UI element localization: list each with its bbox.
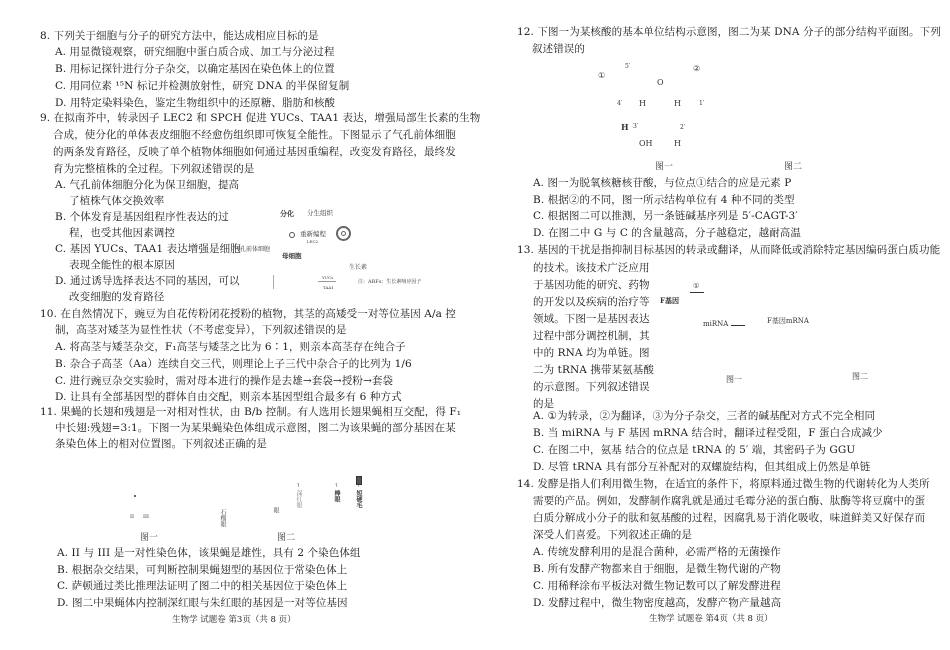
- figure-label-differentiate: 分化: [280, 209, 294, 218]
- figure-dashed-line: [273, 275, 274, 289]
- question-12-option-b: B. 根据②的不同，图一所示结构单位有 4 种不同的类型: [533, 194, 795, 206]
- question-13-option-b: B. 当 miRNA 与 F 基因 mRNA 结合时，翻译过程受阻，F 蛋白合成减少: [533, 427, 883, 439]
- question-13-stem-wrapped-5: 过程中部分调控机制，其: [533, 330, 650, 342]
- question-9-option-a-cont: 了植株气体交换效率: [69, 195, 165, 207]
- gene-label-short-bristle: 短硬毛: [355, 490, 362, 508]
- carbon-2-label: 2′: [680, 124, 686, 131]
- question-14-option-d: D. 发酵过程中，微生物密度越高，发酵产物产量越高: [533, 597, 782, 609]
- question-11-option-b: B. 根据杂交结果，可判断控制果蝇翅型的基因位于常染色体上: [57, 564, 348, 576]
- question-13-stem-line-1: 13. 基因的干扰是指抑制目标基因的转录或翻译，从而降低或消除特定基因编码蛋白质功能: [517, 244, 941, 256]
- hydroxyl-label: OH: [639, 139, 653, 148]
- question-11-stem-line-2: 中长翅:残翅=3:1。下图一为某果蝇染色体组成示意图，图二为该果蝇的部分基因在某: [55, 422, 456, 434]
- question-12-option-d: D. 在图二中 G 与 C 的含量越高，分子越稳定，越耐高温: [533, 227, 801, 239]
- question-9-stem-line-1: 9. 在拟南芥中，转录因子 LEC2 和 SPCH 促进 YUCs、TAA1 表达，增强局部生长素的生物: [40, 112, 481, 124]
- carbon-1-label: 1′: [699, 100, 705, 107]
- f-gene-label: F基因: [660, 296, 679, 305]
- question-14-option-b: B. 所有发酵产物都来自于细胞，是微生物代谢的产物: [533, 563, 781, 575]
- hydrogen-label-1: H: [639, 99, 646, 108]
- chromosome-label-ii: II: [130, 514, 134, 520]
- question-10-option-a: A. 将高茎与矮茎杂交，F₁高茎与矮茎之比为 6∶1，则亲本高茎存在纯合子: [55, 341, 406, 353]
- f-gene-mrna-label: F基因mRNA: [767, 317, 809, 325]
- question-13-stem-wrapped-7: 二为 tRNA 携带某氨基酸: [533, 364, 654, 376]
- hydrogen-label-4: H: [674, 139, 681, 148]
- site-1-label: ①: [598, 71, 606, 80]
- question-13-stem-wrapped-3: 的开发以及疾病的治疗等: [533, 296, 650, 308]
- carbon-3-label: 3′: [633, 123, 639, 130]
- question-9-option-d: D. 通过诱导选择表达不同的基因，可以: [55, 275, 240, 287]
- question-9-option-d-cont: 改变细胞的发育路径: [69, 291, 165, 303]
- question-8-option-d: D. 用特定染料染色，鉴定生物组织中的还原糖、脂肪和核酸: [55, 97, 336, 109]
- question-14-stem-line-1: 14. 发酵是指人们利用微生物，在适宜的条件下，将原料通过微生物的代谢转化为人类所: [517, 478, 930, 490]
- question-9-stem-line-3: 的两条发育路径，反映了单个植物体细胞如何通过基因重编程，改变发育路径，最终发: [53, 146, 456, 158]
- figure-1-caption: 图一: [655, 162, 674, 172]
- question-14-option-a: A. 传统发酵利用的是混合菌种，必需严格的无菌操作: [533, 546, 781, 558]
- question-8-option-c: C. 用同位素 ¹⁵N 标记并检测放射性，研究 DNA 的半保留复制: [55, 80, 350, 92]
- question-9-option-c: C. 基因 YUCs、TAA1 表达增强是细胞: [55, 243, 241, 255]
- question-14-stem-line-3: 白质分解成小分子的肽和氨基酸的过程，因腐乳易于消化吸收，味道鲜美又好保存而: [533, 512, 926, 524]
- question-9-option-a: A. 气孔前体细胞分化为保卫细胞，提高: [55, 179, 240, 191]
- question-11-stem-line-3: 条染色体上的相对位置图。下列叙述正确的是: [55, 438, 267, 450]
- question-12-option-c: C. 根据图二可以推测，另一条链碱基序列是 5′-CAGT-3′: [533, 210, 798, 222]
- question-8-option-b: B. 用标记探针进行分子杂交，以确定基因在染色体上的位置: [55, 63, 335, 75]
- figure-label-stomatal-precursor: 气孔前体细胞: [234, 246, 271, 253]
- chromosome-dot: [134, 495, 136, 497]
- figure-2-caption: 图二: [277, 533, 296, 543]
- question-11-option-c: C. 萨顿通过类比推理法证明了图二中的相关基因位于染色体上: [57, 580, 348, 592]
- question-13-option-d: D. 尽管 tRNA 具有部分互补配对的双螺旋结构，但其组成上仍然是单链: [533, 461, 871, 473]
- question-13-stem-wrapped-9: 的是: [533, 398, 555, 410]
- figure-label-lec2: LEC2: [307, 239, 319, 244]
- site-2-label: ②: [693, 64, 701, 73]
- gene-line: [318, 281, 336, 282]
- cell-icon: [289, 232, 295, 238]
- question-9-option-c-cont: 表现全能性的根本原因: [69, 259, 175, 271]
- question-12-option-a: A. 图一为脱氧核糖核苷酸，与位点①结合的应是元素 P: [533, 177, 792, 189]
- gene-label-eye: 眼: [272, 507, 279, 513]
- question-13-stem-wrapped-4: 领域。下图一是基因表达: [533, 313, 650, 325]
- figure-label-reprogram: 重新编程: [300, 230, 326, 238]
- question-12-stem-line-2: 叙述错误的: [532, 43, 585, 55]
- question-13-stem-wrapped-8: 的示意图。下列叙述错误: [533, 381, 650, 393]
- question-13-option-a: A. ①为转录，②为翻译，③为分子杂交，三者的碱基配对方式不完全相同: [533, 410, 876, 422]
- figure-2-caption: 图二: [784, 162, 803, 172]
- exam-page-4: [475, 0, 950, 650]
- page-footer: 生物学 试题卷 第4页（共 8 页）: [649, 614, 773, 624]
- page-footer: 生物学 试题卷 第3页（共 8 页）: [172, 615, 296, 625]
- figure-1-caption: 图一: [726, 375, 742, 384]
- binding-line: [731, 325, 745, 326]
- carbon-4-label: 4′: [617, 100, 623, 107]
- figure-2-caption: 图二: [852, 372, 868, 381]
- gene-label-deep-red-eye: 深红眼: [295, 490, 302, 508]
- question-9-option-b: B. 个体发育是基因组程序性表达的过: [55, 211, 229, 223]
- question-14-stem-line-4: 深受人们喜爱。下列叙述正确的是: [533, 529, 692, 541]
- question-10-option-b: B. 杂合子高茎（Aa）连续自交三代，则理论上子三代中杂合子的比列为 1/6: [55, 358, 412, 370]
- question-9-stem-line-4: 育为完整植株的全过程。下列叙述错误的是: [53, 163, 255, 175]
- figure-label-auxin: 生长素: [349, 264, 368, 271]
- chromosome-label-iii: III: [143, 514, 149, 520]
- figure-label-taa1: TAA1: [323, 285, 334, 290]
- arrow-up-icon: ↑: [296, 483, 301, 489]
- arrow-up-icon: ↑: [334, 483, 339, 489]
- question-11-option-d: D. 图二中果蝇体内控制深红眼与朱红眼的基因是一对等位基因: [57, 597, 348, 609]
- question-10-option-d: D. 让具有全部基因型的群体自由交配，则亲本基因型组合最多有 6 种方式: [55, 391, 402, 403]
- question-13-option-c: C. 在图二中，氨基 结合的位点是 tRNA 的 5′ 端，其密码子为 GGU: [533, 444, 856, 456]
- figure-1-caption: 图一: [140, 533, 159, 543]
- question-14-option-c: C. 用稀释涂布平板法对微生物记数可以了解发酵进程: [533, 580, 781, 592]
- question-10-option-c: C. 进行豌豆杂交实验时，需对母本进行的操作是去雄→套袋→授粉→套袋: [55, 375, 394, 387]
- question-8-option-a: A. 用显微镜观察，研究细胞中蛋白质合成、加工与分泌过程: [55, 46, 335, 58]
- question-11-option-a: A. II 与 III 是一对性染色体，该果蝇是雄性，具有 2 个染色体组: [57, 547, 361, 559]
- question-9-stem-line-2: 合成，使分化的单体表皮细胞不经愈伤组织即可恢复全能性。下图显示了气孔前体细胞: [53, 129, 456, 141]
- carbon-5-label: 5′: [625, 63, 631, 70]
- figure-label-mother-cell: 母细胞: [282, 252, 302, 260]
- stomata-icon: [336, 226, 351, 241]
- mirna-label: miRNA: [703, 320, 729, 328]
- hydrogen-label-2: H: [674, 99, 681, 108]
- question-11-stem-line-1: 11. 果蝇的长翅和残翅是一对相对性状，由 B/b 控制。有人选用长翅果蝇相互交配，得 F₁: [40, 406, 462, 418]
- arrow-right-icon: [690, 292, 704, 293]
- question-10-stem-line-2: 制，高茎对矮茎为显性性状（不考虑变异），下列叙述错误的是: [55, 324, 347, 336]
- question-13-stem-wrapped-1: 的技术。该技术广泛应用: [533, 262, 650, 274]
- hydrogen-label-3: H: [621, 122, 629, 132]
- question-14-stem-line-2: 需要的产品。例如，发酵制作腐乳就是通过毛霉分泌的蛋白酶、肽酶等将豆腐中的蛋: [533, 495, 926, 507]
- question-13-stem-wrapped-6: 中的 RNA 均为单链。图: [533, 347, 650, 359]
- step-1-label: ①: [693, 282, 700, 290]
- oxygen-label: O: [657, 78, 664, 87]
- gene-label-bar-eye: 棒眼: [333, 490, 340, 502]
- question-12-stem-line-1: 12. 下图一为某核酸的基本单位结构示意图，图二为某 DNA 分子的部分结构平面图。下列: [517, 26, 941, 38]
- question-8-stem: 8. 下列关于细胞与分子的研究方法中，能达成相应目标的是: [40, 30, 319, 42]
- figure-note: 注：ARFs：生长素响应因子: [358, 279, 422, 285]
- question-10-stem-line-1: 10. 在自然情况下，豌豆为自花传粉闭花授粉的植物，其茎的高矮受一对等位基因 A/a 控: [40, 308, 456, 320]
- figure-label-yucs: YUCs: [322, 275, 334, 280]
- arrow-up-icon: ↑: [356, 483, 361, 489]
- question-9-option-b-cont: 程，也受其他因素调控: [69, 227, 175, 239]
- gene-label-pomegranate-eye: 石榴眼: [219, 509, 226, 527]
- question-13-stem-wrapped-2: 于基因功能的研究、药物: [533, 279, 650, 291]
- figure-label-meristem: 分生组织: [307, 209, 333, 217]
